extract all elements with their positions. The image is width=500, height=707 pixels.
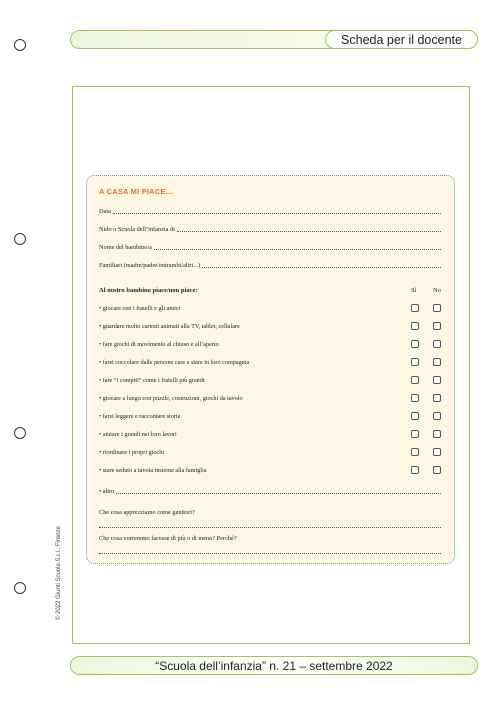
likes-item-label: • stare seduto a tavola insieme alla famiglia <box>99 467 207 474</box>
binder-hole-1 <box>14 39 26 51</box>
checkbox-no[interactable] <box>433 358 441 366</box>
field-data-line[interactable] <box>113 213 441 214</box>
checkbox-no[interactable] <box>433 466 441 474</box>
checkbox-no[interactable] <box>433 376 441 384</box>
header-tab <box>325 30 478 49</box>
worksheet-box <box>86 175 455 564</box>
likes-section-title: Al nostro bambino piace/non piace: <box>99 287 198 294</box>
binder-hole-3 <box>14 427 26 439</box>
checkbox-no[interactable] <box>433 394 441 402</box>
checkbox-si[interactable] <box>411 448 419 456</box>
field-school[interactable] <box>99 223 441 233</box>
copyright-notice: © 2022 Giunti Scuola S.r.l., Firenze <box>56 526 62 620</box>
likes-item-label: • fare giochi di movimento al chiuso e all’aperto <box>99 341 219 348</box>
field-child-name[interactable] <box>99 241 441 251</box>
field-altro[interactable] <box>99 485 441 495</box>
question-appreciate-line[interactable] <box>99 527 441 528</box>
column-no-label: No <box>433 287 441 294</box>
checkbox-si[interactable] <box>411 466 419 474</box>
checkbox-si[interactable] <box>411 394 419 402</box>
likes-item-label: • guardare molto cartoni animati alla TV, tablet, cellulare <box>99 323 240 330</box>
likes-item-label: • farsi leggere e raccontare storie <box>99 413 181 420</box>
field-child-name-line[interactable] <box>154 249 441 250</box>
checkbox-si[interactable] <box>411 376 419 384</box>
field-school-line[interactable] <box>177 231 441 232</box>
column-si-label: Sì <box>411 287 417 294</box>
footer-bar <box>70 656 478 675</box>
binder-hole-2 <box>14 233 26 245</box>
question-more-less: Che cosa vorremmo facesse di più o di meno? Perché? <box>99 535 237 542</box>
field-school-label: Nido o Scuola dell’infanzia di <box>99 226 175 233</box>
checkbox-no[interactable] <box>433 340 441 348</box>
field-child-name-label: Nome del bambino/a <box>99 244 152 251</box>
field-family[interactable] <box>99 259 441 269</box>
field-family-line[interactable] <box>202 267 441 268</box>
question-appreciate: Che cosa apprezziamo come genitori? <box>99 509 195 516</box>
footer-issue-label: “Scuola dell’infanzia” n. 21 – settembre 2022 <box>155 658 393 673</box>
field-data[interactable] <box>99 205 441 215</box>
likes-item-label: • fare “i compiti” come i fratelli più grandi <box>99 377 205 384</box>
checkbox-no[interactable] <box>433 304 441 312</box>
field-data-label: Data <box>99 208 111 215</box>
likes-item-label: • giocare con i fratelli e gli amici <box>99 305 181 312</box>
worksheet-title: A CASA MI PIACE… <box>99 187 174 196</box>
checkbox-no[interactable] <box>433 430 441 438</box>
likes-item-label: • riordinare i propri giochi <box>99 449 165 456</box>
checkbox-si[interactable] <box>411 358 419 366</box>
checkbox-si[interactable] <box>411 430 419 438</box>
field-family-label: Familiari (madre/padre/entrambi/altri...) <box>99 262 201 269</box>
field-altro-label: • altro <box>99 488 115 495</box>
field-altro-line[interactable] <box>116 493 441 494</box>
checkbox-no[interactable] <box>433 322 441 330</box>
checkbox-si[interactable] <box>411 340 419 348</box>
likes-item-label: • aiutare i grandi nei loro lavori <box>99 431 177 438</box>
question-more-less-line[interactable] <box>99 553 441 554</box>
checkbox-si[interactable] <box>411 412 419 420</box>
checkbox-si[interactable] <box>411 322 419 330</box>
likes-item-label: • farsi coccolare dalle persone care e stare in loro compagnia <box>99 359 250 366</box>
checkbox-no[interactable] <box>433 448 441 456</box>
header-tab-label: Scheda per il docente <box>341 32 462 47</box>
checkbox-si[interactable] <box>411 304 419 312</box>
checkbox-no[interactable] <box>433 412 441 420</box>
binder-hole-4 <box>14 582 26 594</box>
likes-item-label: • giocare a lungo con puzzle, costruzioni, giochi da tavolo <box>99 395 243 402</box>
